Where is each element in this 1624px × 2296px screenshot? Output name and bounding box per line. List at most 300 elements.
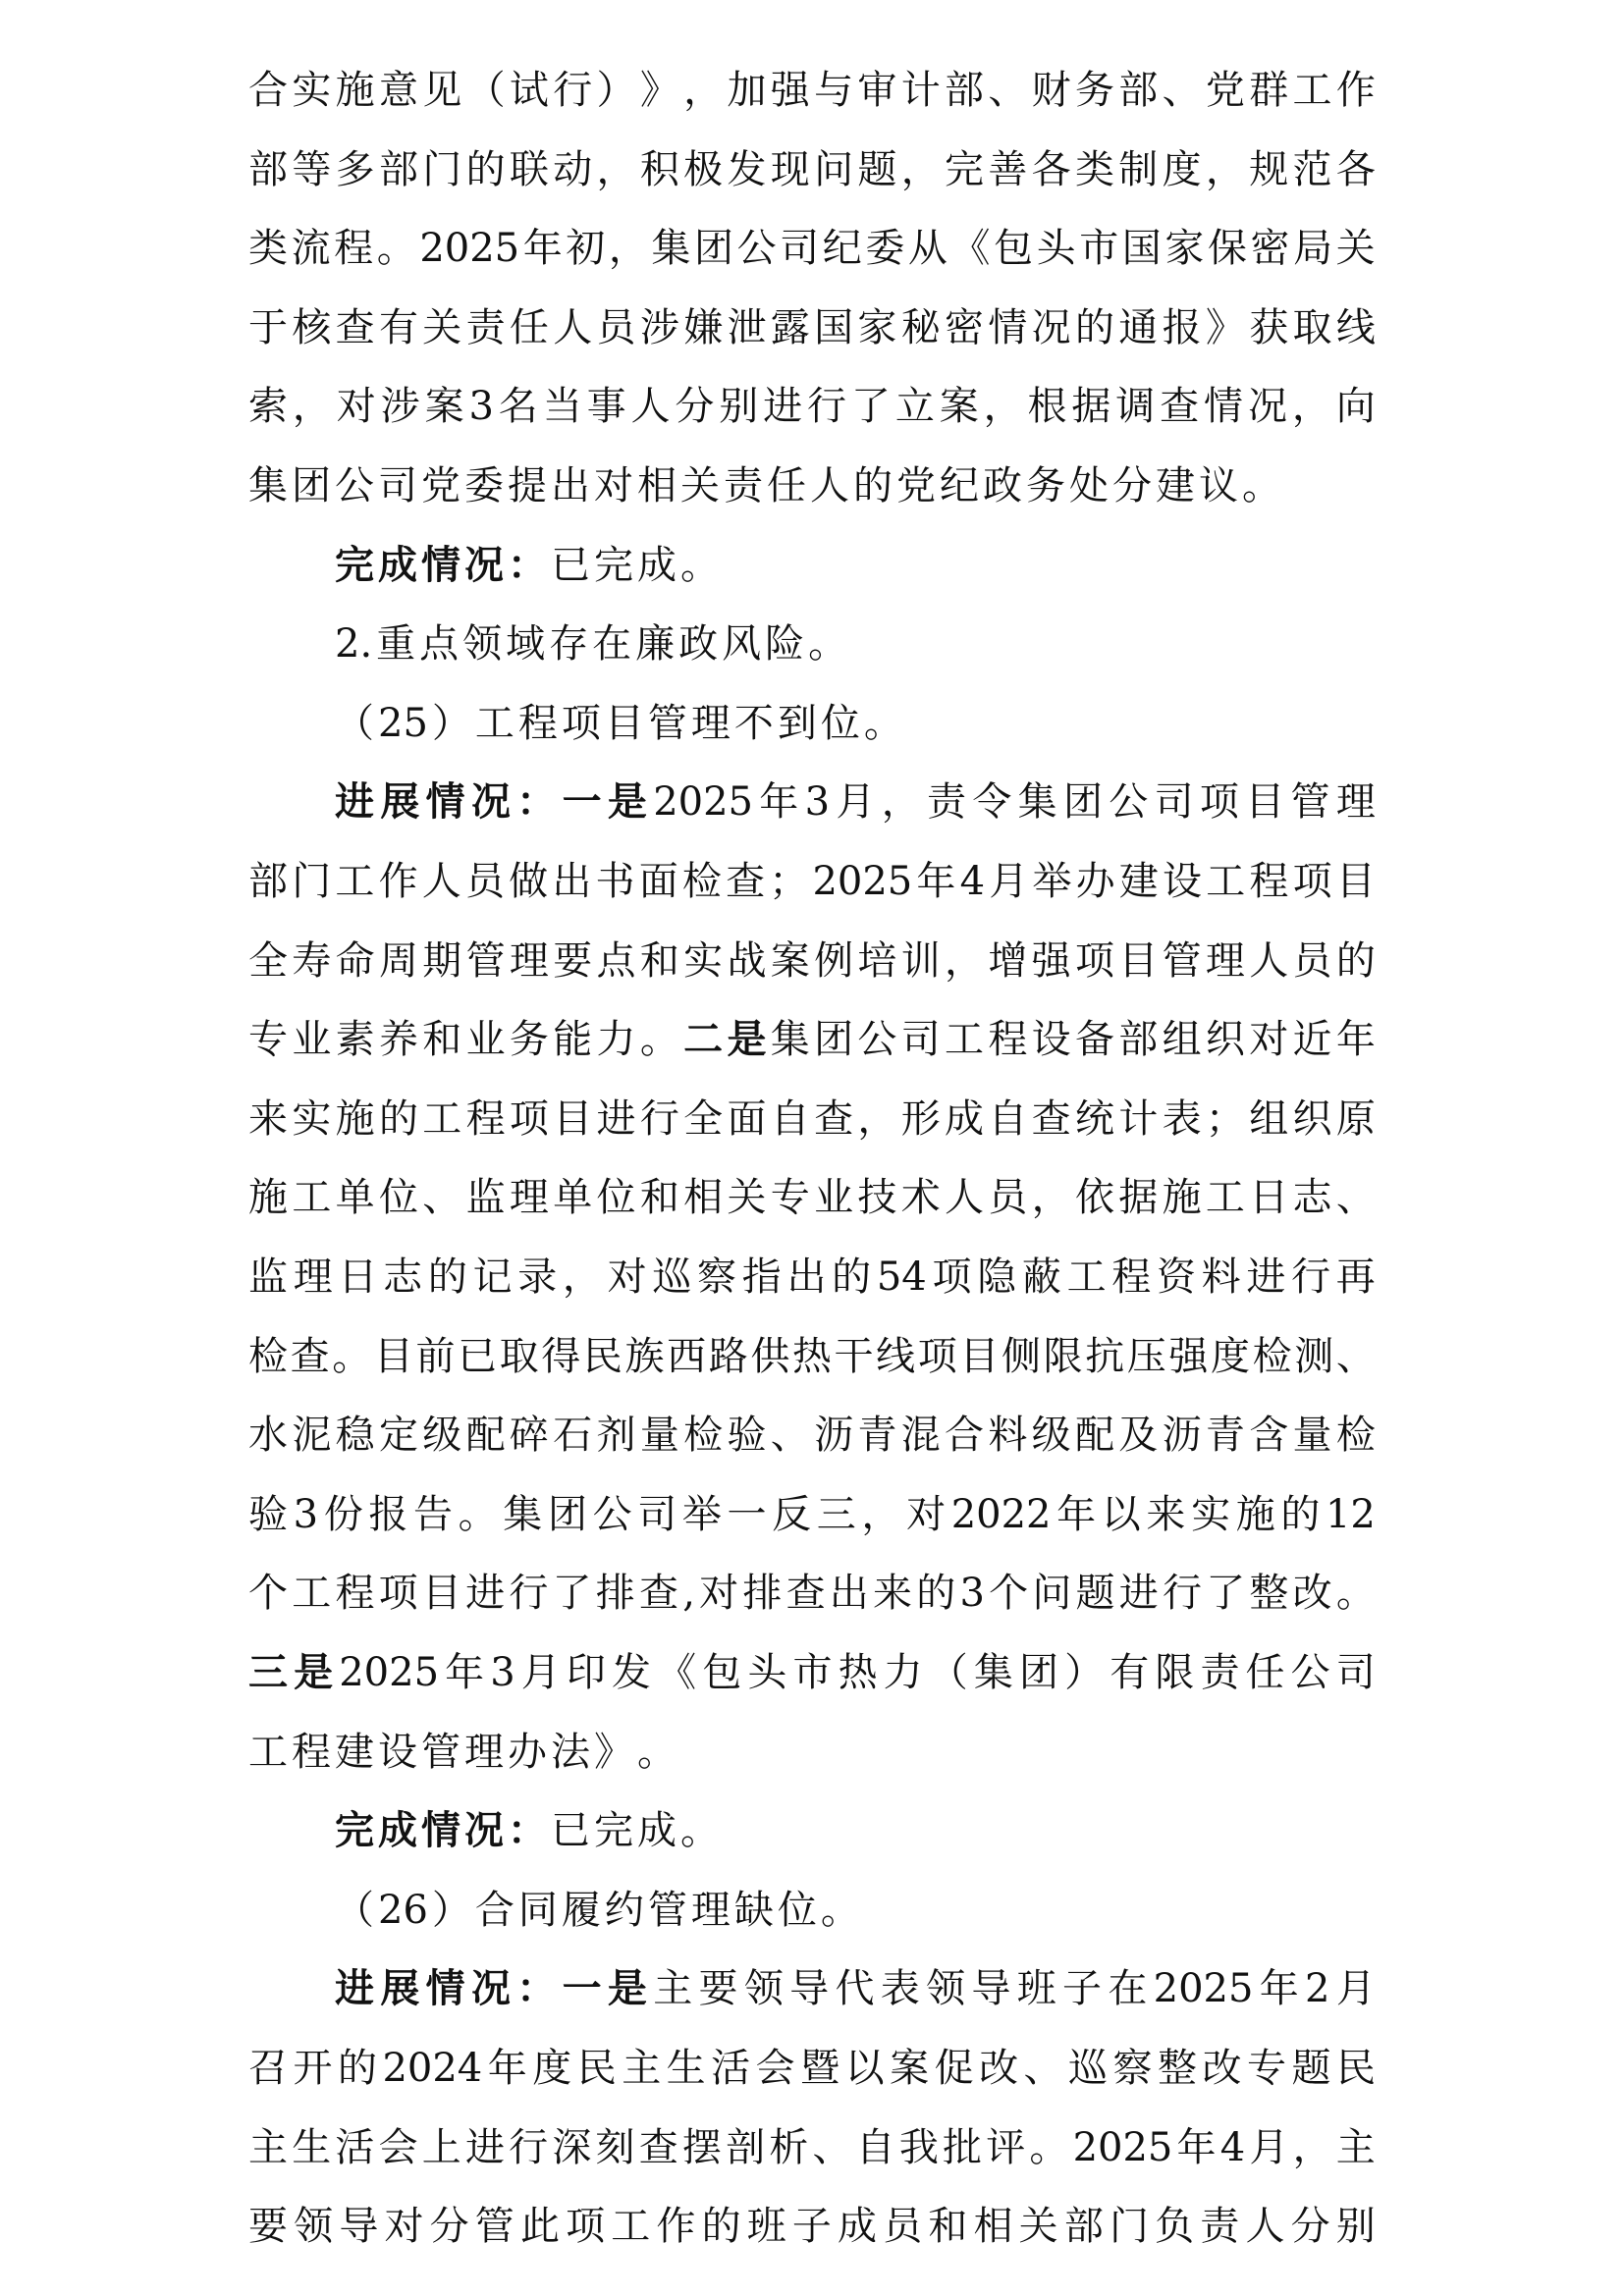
- text-char: 沥: [1162, 1413, 1202, 1458]
- text-char: 情: [1204, 384, 1244, 429]
- text-char: 公: [335, 463, 374, 508]
- text-char: 导: [971, 1966, 1011, 2011]
- text-char: 合: [248, 68, 288, 113]
- text-char: 和: [422, 1017, 462, 1062]
- text-char: 稳: [335, 1413, 375, 1458]
- text-char: 主: [653, 1966, 693, 2011]
- text-char: 民: [576, 2046, 617, 2091]
- text-char: 进: [1118, 1571, 1159, 1616]
- text-char: 业: [292, 1017, 332, 1062]
- text-char: 管: [1290, 779, 1330, 825]
- text-line: [248, 2039, 1376, 2098]
- text-char: 检: [248, 1334, 288, 1379]
- text-char: 财: [1031, 68, 1071, 113]
- text-char: 改: [979, 2046, 1019, 2091]
- text-line: [248, 456, 1376, 515]
- text-char: 已: [551, 1808, 590, 1853]
- text-char: 上: [421, 2125, 461, 2170]
- text-char: 工: [1205, 1175, 1245, 1220]
- text-char: 强: [1031, 938, 1071, 984]
- text-char: 设: [1163, 859, 1202, 904]
- text-char: 组: [1162, 1017, 1202, 1062]
- text-char: 作: [656, 2204, 696, 2249]
- text-char: 设: [378, 1730, 417, 1775]
- text-char: ，: [983, 384, 1023, 429]
- text-char: 查: [1160, 384, 1200, 429]
- text-char: ,: [682, 1571, 695, 1616]
- text-char: 范: [1292, 147, 1332, 192]
- text-char: 志: [1292, 1175, 1332, 1220]
- text-char: 涉: [380, 384, 420, 429]
- text-char: 2025: [653, 779, 753, 825]
- text-char: 民: [582, 1334, 623, 1379]
- text-char: 完: [594, 543, 633, 588]
- text-char: 出: [552, 859, 592, 904]
- text-char: 调: [1115, 384, 1156, 429]
- text-char: 进: [596, 1096, 636, 1142]
- text-char: 项: [932, 1255, 972, 1300]
- text-char: 目: [1335, 859, 1376, 904]
- text-char: 密: [945, 305, 984, 350]
- text-char: 表: [1162, 1096, 1202, 1142]
- text-char: 2025: [419, 226, 520, 271]
- text-line: [335, 1959, 1376, 2018]
- text-char: 验: [248, 1492, 288, 1537]
- text-char: 提: [508, 463, 547, 508]
- text-char: 施: [1162, 1175, 1202, 1220]
- text-char: 分: [675, 384, 715, 429]
- text-char: 完: [594, 1808, 633, 1853]
- text-char: 团: [1019, 1650, 1058, 1695]
- text-char: 3: [468, 384, 494, 429]
- text-char: 局: [1293, 226, 1333, 271]
- text-char: 行: [509, 2125, 549, 2170]
- text-char: 公: [736, 226, 777, 271]
- text-char: 行: [807, 384, 847, 429]
- text-char: 项: [378, 1571, 418, 1616]
- text-char: 程: [334, 226, 374, 271]
- text-char: 能: [553, 1017, 593, 1062]
- text-char: （: [335, 701, 374, 746]
- text-char: 依: [1074, 1175, 1114, 1220]
- text-char: 周: [378, 938, 418, 984]
- text-char: 日: [1249, 1175, 1289, 1220]
- text-char: 位: [777, 1888, 817, 1933]
- text-char: 要: [553, 938, 593, 984]
- text-char: 管: [647, 701, 687, 746]
- bold-label-char: ：: [508, 543, 547, 588]
- text-char: 司: [900, 1017, 941, 1062]
- text-char: 原: [1335, 1096, 1376, 1142]
- text-char: 同: [517, 1888, 558, 1933]
- text-char: 》: [1205, 305, 1245, 350]
- text-char: 专: [1246, 2046, 1286, 2091]
- text-char: 司: [1154, 779, 1194, 825]
- text-char: 工: [422, 1096, 462, 1142]
- text-char: 部: [1063, 2204, 1104, 2249]
- text-char: 于: [248, 305, 288, 350]
- text-char: 联: [509, 147, 549, 192]
- text-char: 度: [1162, 147, 1202, 192]
- text-char: 活: [335, 2125, 375, 2170]
- text-char: 团: [694, 226, 733, 271]
- text-char: 行: [1291, 1255, 1331, 1300]
- text-char: 摆: [681, 2125, 722, 2170]
- text-char: 责: [927, 779, 966, 825]
- text-char: 统: [1074, 1096, 1114, 1142]
- text-char: 。: [332, 1334, 372, 1379]
- text-char: 制: [1118, 147, 1159, 192]
- text-line: [248, 1643, 1376, 1702]
- text-char: 集: [651, 226, 691, 271]
- text-char: 2025: [339, 1650, 440, 1695]
- text-char: 集: [770, 1017, 810, 1062]
- text-char: 志: [383, 1255, 423, 1300]
- text-char: 团: [814, 1017, 854, 1062]
- text-char: 党: [421, 463, 460, 508]
- text-char: 导: [789, 1966, 830, 2011]
- text-char: 廉: [635, 621, 676, 667]
- text-char: 西: [667, 1334, 707, 1379]
- text-char: 项: [561, 701, 601, 746]
- text-char: 市: [792, 1650, 833, 1695]
- text-char: 评: [986, 2125, 1026, 2170]
- text-char: 监: [248, 1255, 288, 1300]
- text-char: 了: [552, 1571, 592, 1616]
- text-char: 团: [547, 1492, 587, 1537]
- text-char: 流: [291, 226, 331, 271]
- text-char: 险: [765, 621, 805, 667]
- text-char: 力: [883, 1650, 923, 1695]
- text-char: 要: [248, 2204, 288, 2249]
- text-char: 。: [1335, 1571, 1376, 1616]
- text-char: 年: [759, 779, 799, 825]
- text-char: 位: [596, 1175, 636, 1220]
- text-char: 水: [248, 1413, 288, 1458]
- text-char: 改: [1292, 1571, 1332, 1616]
- text-char: 负: [1155, 2204, 1195, 2249]
- text-char: 施: [335, 1096, 375, 1142]
- text-char: 人: [1249, 938, 1289, 984]
- text-char: 工: [611, 2204, 651, 2249]
- text-line: [335, 694, 1376, 753]
- text-char: 程: [517, 701, 558, 746]
- text-char: 强: [1168, 1334, 1209, 1379]
- text-char: 。: [680, 1808, 720, 1853]
- text-char: 案: [890, 2046, 930, 2091]
- text-char: 和: [928, 2204, 968, 2249]
- text-char: 成: [945, 1096, 984, 1142]
- text-char: 位: [378, 1175, 418, 1220]
- bold-label-char: 情: [425, 1966, 465, 2011]
- text-char: 级: [422, 1413, 462, 1458]
- text-char: 见: [422, 68, 462, 113]
- text-char: 年: [445, 1650, 485, 1695]
- text-char: 了: [1206, 1571, 1246, 1616]
- text-line: [248, 1248, 1376, 1307]
- text-char: 合: [945, 1413, 984, 1458]
- text-line: [248, 852, 1376, 911]
- text-char: 书: [595, 859, 635, 904]
- text-char: 工: [1066, 1255, 1107, 1300]
- text-char: 相: [973, 2204, 1013, 2249]
- text-char: 的: [832, 1255, 872, 1300]
- text-char: 办: [1075, 859, 1115, 904]
- text-char: 责: [1200, 2204, 1240, 2249]
- text-char: ，: [857, 1096, 897, 1142]
- text-char: 查: [290, 1334, 330, 1379]
- text-char: 和: [639, 1175, 679, 1220]
- bold-label-char: 况: [464, 543, 504, 588]
- text-line: [248, 377, 1376, 436]
- text-char: ，: [596, 147, 636, 192]
- text-line: [248, 1723, 1376, 1782]
- text-char: 目: [373, 1334, 413, 1379]
- text-char: 的: [1335, 938, 1376, 984]
- text-char: （: [928, 1650, 968, 1695]
- text-char: 关: [727, 1175, 767, 1220]
- text-char: 责: [465, 305, 506, 350]
- text-char: 集: [973, 1650, 1013, 1695]
- text-char: 对: [906, 1492, 947, 1537]
- text-char: 工: [474, 701, 514, 746]
- text-char: 年: [1259, 1966, 1299, 2011]
- text-char: 工: [248, 1730, 288, 1775]
- text-char: 的: [916, 1571, 956, 1616]
- text-char: 养: [378, 1017, 418, 1062]
- text-char: 类: [1074, 147, 1114, 192]
- text-char: 有: [378, 305, 418, 350]
- text-line: [248, 1090, 1376, 1148]
- text-line: [248, 298, 1376, 357]
- text-char: 2024: [382, 2046, 483, 2091]
- text-char: 市: [1079, 226, 1119, 271]
- text-char: 个: [989, 1571, 1029, 1616]
- text-char: 的: [1280, 1492, 1321, 1537]
- text-char: 批: [943, 2125, 982, 2170]
- text-char: 头: [1036, 226, 1076, 271]
- bold-label-char: 情: [421, 543, 460, 588]
- text-char: 查: [1031, 1096, 1071, 1142]
- bold-label-char: ：: [516, 779, 557, 825]
- text-char: 从: [907, 226, 947, 271]
- text-char: 暨: [800, 2046, 840, 2091]
- text-char: 群: [1249, 68, 1289, 113]
- text-char: 目: [553, 1096, 593, 1142]
- text-char: 例: [814, 938, 854, 984]
- text-char: 料: [988, 1413, 1028, 1458]
- text-line: [248, 219, 1376, 278]
- text-char: 领: [743, 1966, 784, 2011]
- text-char: 施: [335, 68, 375, 113]
- text-char: 举: [681, 1492, 722, 1537]
- text-char: 位: [820, 701, 860, 746]
- text-char: 进: [763, 384, 803, 429]
- text-char: 进: [1246, 1255, 1286, 1300]
- text-char: 进: [465, 1571, 506, 1616]
- text-line: [248, 1485, 1376, 1544]
- text-char: 关: [1335, 226, 1376, 271]
- text-char: 召: [248, 2046, 288, 2091]
- text-char: 政: [983, 463, 1022, 508]
- text-line: [335, 1801, 1376, 1860]
- text-line: [248, 1168, 1376, 1227]
- text-char: 题: [857, 147, 897, 192]
- text-char: 任: [1245, 1650, 1285, 1695]
- text-char: 完: [945, 147, 984, 192]
- text-char: 分: [1290, 2204, 1330, 2249]
- text-char: 定: [378, 1413, 418, 1458]
- text-char: 泥: [292, 1413, 332, 1458]
- text-char: 管: [1162, 938, 1202, 984]
- text-char: 党: [1205, 68, 1245, 113]
- bold-label-char: 进: [335, 779, 374, 825]
- text-char: 多: [335, 147, 375, 192]
- text-char: 战: [727, 938, 767, 984]
- text-char: 年: [1335, 1017, 1376, 1062]
- text-char: 录: [517, 1255, 558, 1300]
- text-char: 主: [1335, 2125, 1376, 2170]
- text-char: 命: [335, 938, 375, 984]
- text-char: 部: [248, 147, 288, 192]
- text-char: 计: [900, 68, 941, 113]
- text-line: [335, 773, 1376, 831]
- text-char: 12: [1325, 1492, 1376, 1537]
- bold-label-char: 进: [335, 1966, 374, 2011]
- text-char: 点: [596, 938, 636, 984]
- text-char: 年: [522, 226, 563, 271]
- text-char: 子: [1062, 1966, 1102, 2011]
- text-char: 关: [422, 305, 462, 350]
- text-char: 一: [727, 1492, 767, 1537]
- text-char: 全: [248, 938, 288, 984]
- bold-label-char: 况: [464, 1808, 504, 1853]
- text-char: 训: [900, 938, 941, 984]
- text-char: 业: [814, 1175, 854, 1220]
- text-char: 国: [1121, 226, 1162, 271]
- text-char: 素: [335, 1017, 375, 1062]
- text-char: 已: [458, 1334, 498, 1379]
- text-char: 任: [767, 463, 806, 508]
- text-char: 。: [680, 543, 720, 588]
- text-char: 包: [994, 226, 1034, 271]
- text-char: 党: [896, 463, 936, 508]
- text-char: 行: [553, 68, 593, 113]
- text-char: 出: [786, 1255, 827, 1300]
- text-char: 公: [1109, 779, 1149, 825]
- text-char: 察: [1112, 2046, 1153, 2091]
- text-char: 问: [1032, 1571, 1072, 1616]
- text-char: 热: [838, 1650, 878, 1695]
- text-char: 集: [1017, 779, 1057, 825]
- text-char: 管: [465, 938, 506, 984]
- text-char: 3: [490, 1650, 515, 1695]
- text-char: 项: [917, 1334, 957, 1379]
- text-char: 情: [988, 305, 1028, 350]
- text-char: 、: [988, 68, 1028, 113]
- text-char: 路: [708, 1334, 748, 1379]
- text-char: 在: [592, 621, 632, 667]
- text-char: 成: [838, 2204, 878, 2249]
- text-char: 的: [853, 463, 893, 508]
- text-char: 已: [551, 543, 590, 588]
- text-char: 加: [727, 68, 767, 113]
- text-char: 保: [1207, 226, 1247, 271]
- text-char: 纪: [822, 226, 862, 271]
- text-char: 理: [509, 938, 549, 984]
- text-line: [335, 536, 1376, 595]
- text-char: 专: [248, 1017, 288, 1062]
- text-char: 改: [1202, 2046, 1242, 2091]
- bold-label-char: 二: [683, 1017, 724, 1062]
- text-char: 司: [1335, 1650, 1376, 1695]
- text-char: 团: [292, 463, 331, 508]
- text-char: 班: [746, 2204, 786, 2249]
- text-char: 工: [335, 859, 375, 904]
- text-char: 日: [338, 1255, 378, 1300]
- text-char: 织: [1205, 1017, 1245, 1062]
- text-char: 行: [509, 1571, 549, 1616]
- text-char: 相: [683, 1175, 724, 1220]
- text-char: 领: [926, 1966, 966, 2011]
- text-char: 前: [415, 1334, 456, 1379]
- text-char: 规: [1249, 147, 1289, 192]
- text-char: 自: [855, 2125, 895, 2170]
- text-char: 全: [683, 1096, 724, 1142]
- text-char: 工: [1292, 68, 1332, 113]
- text-char: 有: [1110, 1650, 1150, 1695]
- text-char: 析: [769, 2125, 809, 2170]
- text-char: 作: [378, 859, 418, 904]
- text-char: 我: [898, 2125, 939, 2170]
- text-char: 家: [1164, 226, 1205, 271]
- text-char: 当: [542, 384, 582, 429]
- text-char: 到: [777, 701, 817, 746]
- text-char: 计: [1118, 1096, 1159, 1142]
- text-char: 自: [988, 1096, 1028, 1142]
- text-char: 近: [1292, 1017, 1332, 1062]
- text-line: [248, 1564, 1376, 1623]
- text-char: ，: [945, 938, 984, 984]
- text-char: 在: [1108, 1966, 1148, 2011]
- text-char: 集: [248, 463, 288, 508]
- text-char: 报: [368, 1492, 408, 1537]
- text-char: 对: [384, 2204, 424, 2249]
- text-char: ，: [608, 226, 648, 271]
- text-char: （: [335, 1888, 374, 1933]
- text-char: 实: [292, 1096, 332, 1142]
- text-char: 出: [829, 1571, 869, 1616]
- text-char: 碎: [509, 1413, 549, 1458]
- text-char: 月: [1335, 1966, 1376, 2011]
- text-char: 线: [1335, 305, 1376, 350]
- text-char: 头: [747, 1650, 787, 1695]
- text-char: 热: [791, 1334, 832, 1379]
- text-char: 点: [419, 621, 460, 667]
- bold-label-char: 三: [248, 1650, 288, 1695]
- text-char: 领: [294, 2204, 334, 2249]
- text-char: 告: [413, 1492, 454, 1537]
- text-char: 实: [1191, 1492, 1231, 1537]
- text-char: 隐: [977, 1255, 1017, 1300]
- text-char: 与: [814, 68, 854, 113]
- bold-label-char: 一: [562, 779, 602, 825]
- text-char: 问: [814, 147, 854, 192]
- text-char: 2025: [1072, 2125, 1173, 2170]
- text-char: 获: [1249, 305, 1289, 350]
- text-char: 单: [553, 1175, 593, 1220]
- text-char: 2025: [1153, 1966, 1254, 2011]
